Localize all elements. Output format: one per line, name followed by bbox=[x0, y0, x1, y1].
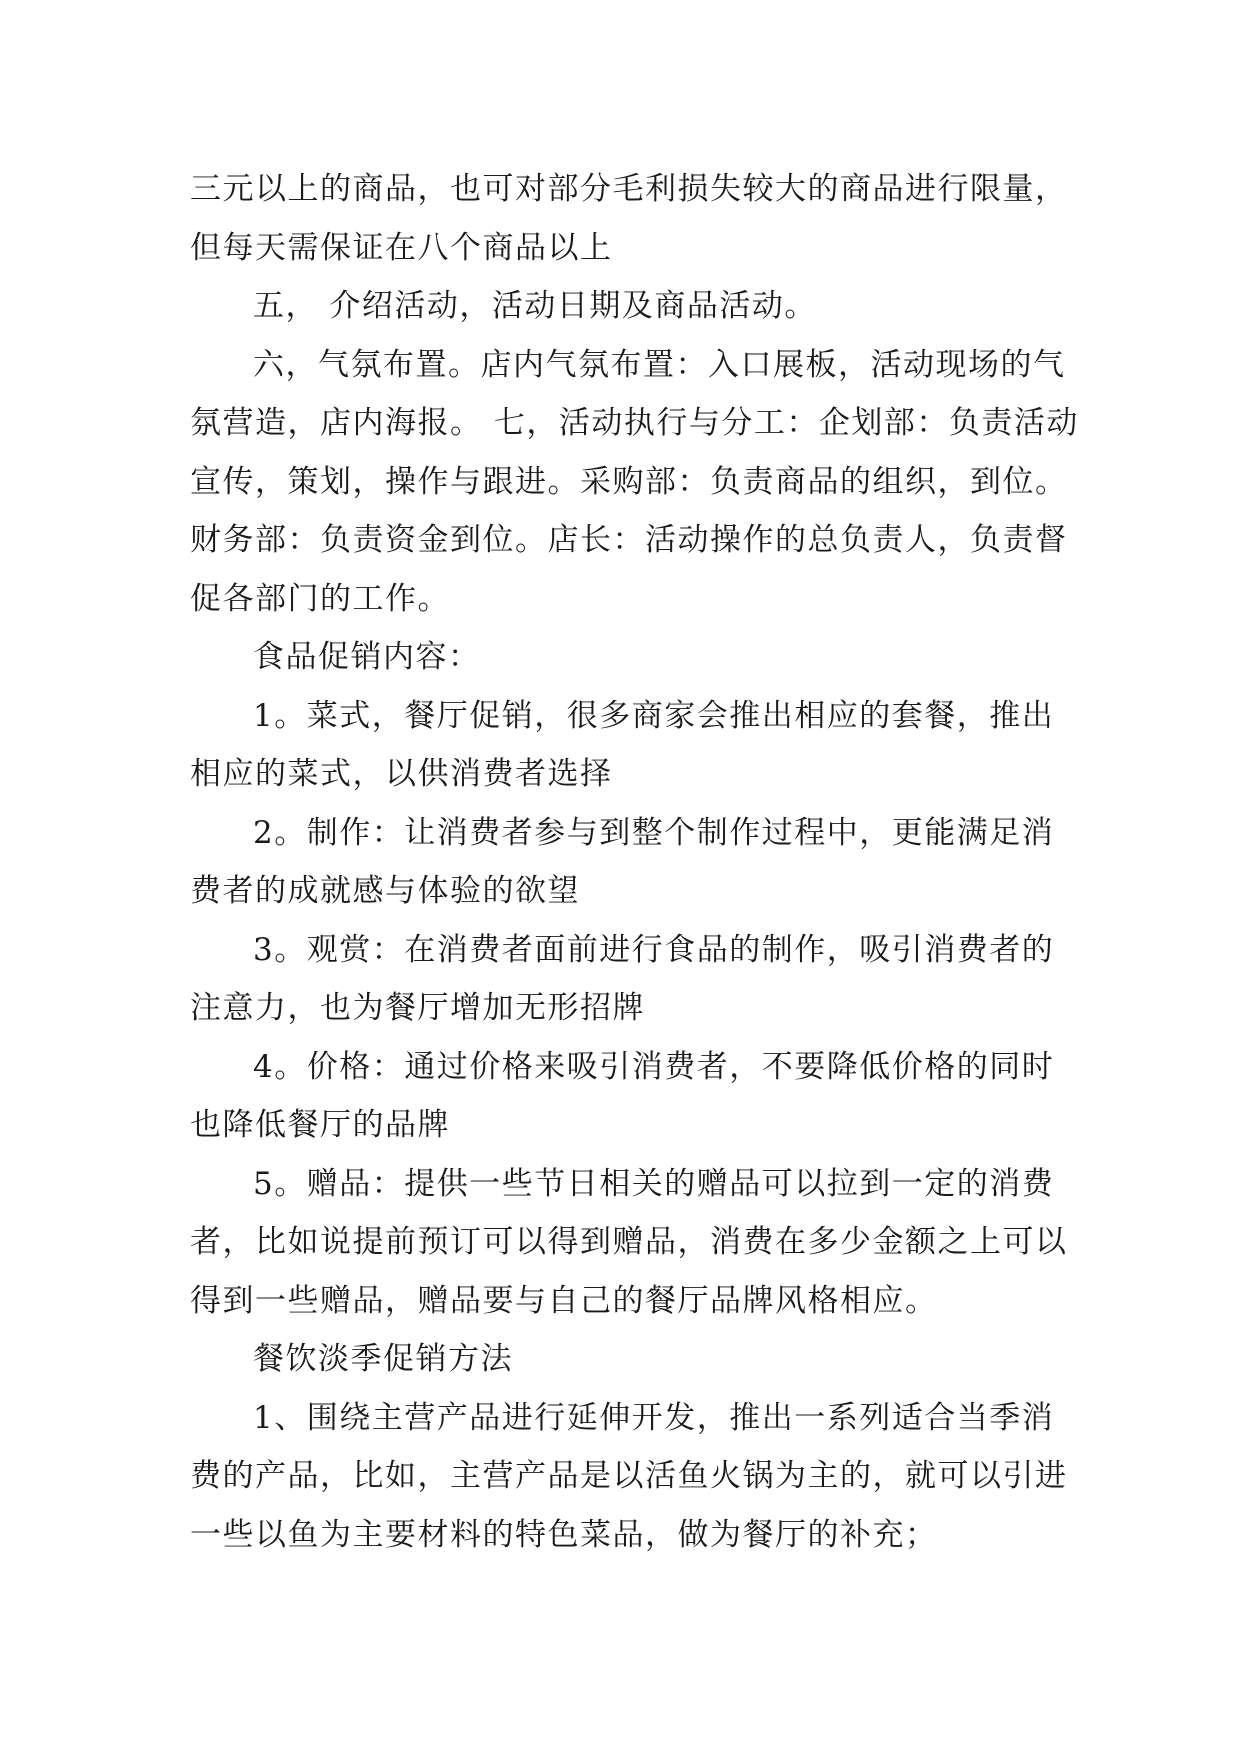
document-body bbox=[190, 160, 1080, 1564]
paragraph-5: 1。菜式，餐厅促销，很多商家会推出相应的套餐，推出相应的菜式，以供消费者选择 bbox=[190, 697, 1055, 792]
paragraph-6: 2。制作：让消费者参与到整个制作过程中，更能满足消费者的成就感与体验的欲望 bbox=[190, 814, 1055, 909]
paragraph-10: 餐饮淡季促销方法 bbox=[253, 1341, 513, 1377]
paragraph-9: 5。赠品：提供一些节日相关的赠品可以拉到一定的消费者，比如说提前预订可以得到赠品，消费在多少金额之上可以得到一些赠品，赠品要与自己的餐厅品牌风格相应。 bbox=[190, 1165, 1068, 1319]
paragraph-1: 三元以上的商品，也可对部分毛利损失较大的商品进行限量，但每天需保证在八个商品以上 bbox=[190, 171, 1068, 266]
paragraph-8: 4。价格：通过价格来吸引消费者，不要降低价格的同时也降低餐厅的品牌 bbox=[190, 1048, 1055, 1143]
paragraph-2: 五， 介绍活动，活动日期及商品活动。 bbox=[253, 288, 817, 324]
paragraph-11: 1、围绕主营产品进行延伸开发，推出一系列适合当季消费的产品，比如，主营产品是以活鱼火锅为主的，就可以引进一些以鱼为主要材料的特色菜品，做为餐厅的补充； bbox=[190, 1399, 1068, 1553]
paragraph-3: 六，气氛布置。店内气氛布置：入口展板，活动现场的气氛营造，店内海报。 七，活动执行与分工：企划部：负责活动宣传，策划，操作与跟进。采购部：负责商品的组织，到位。财务部：负责资金到位。店长：活动操作的总负责人，负责督促各部门的工作。 bbox=[190, 346, 1079, 617]
paragraph-4: 食品促销内容： bbox=[253, 639, 481, 675]
paragraph-7: 3。观赏：在消费者面前进行食品的制作，吸引消费者的注意力，也为餐厅增加无形招牌 bbox=[190, 931, 1055, 1026]
